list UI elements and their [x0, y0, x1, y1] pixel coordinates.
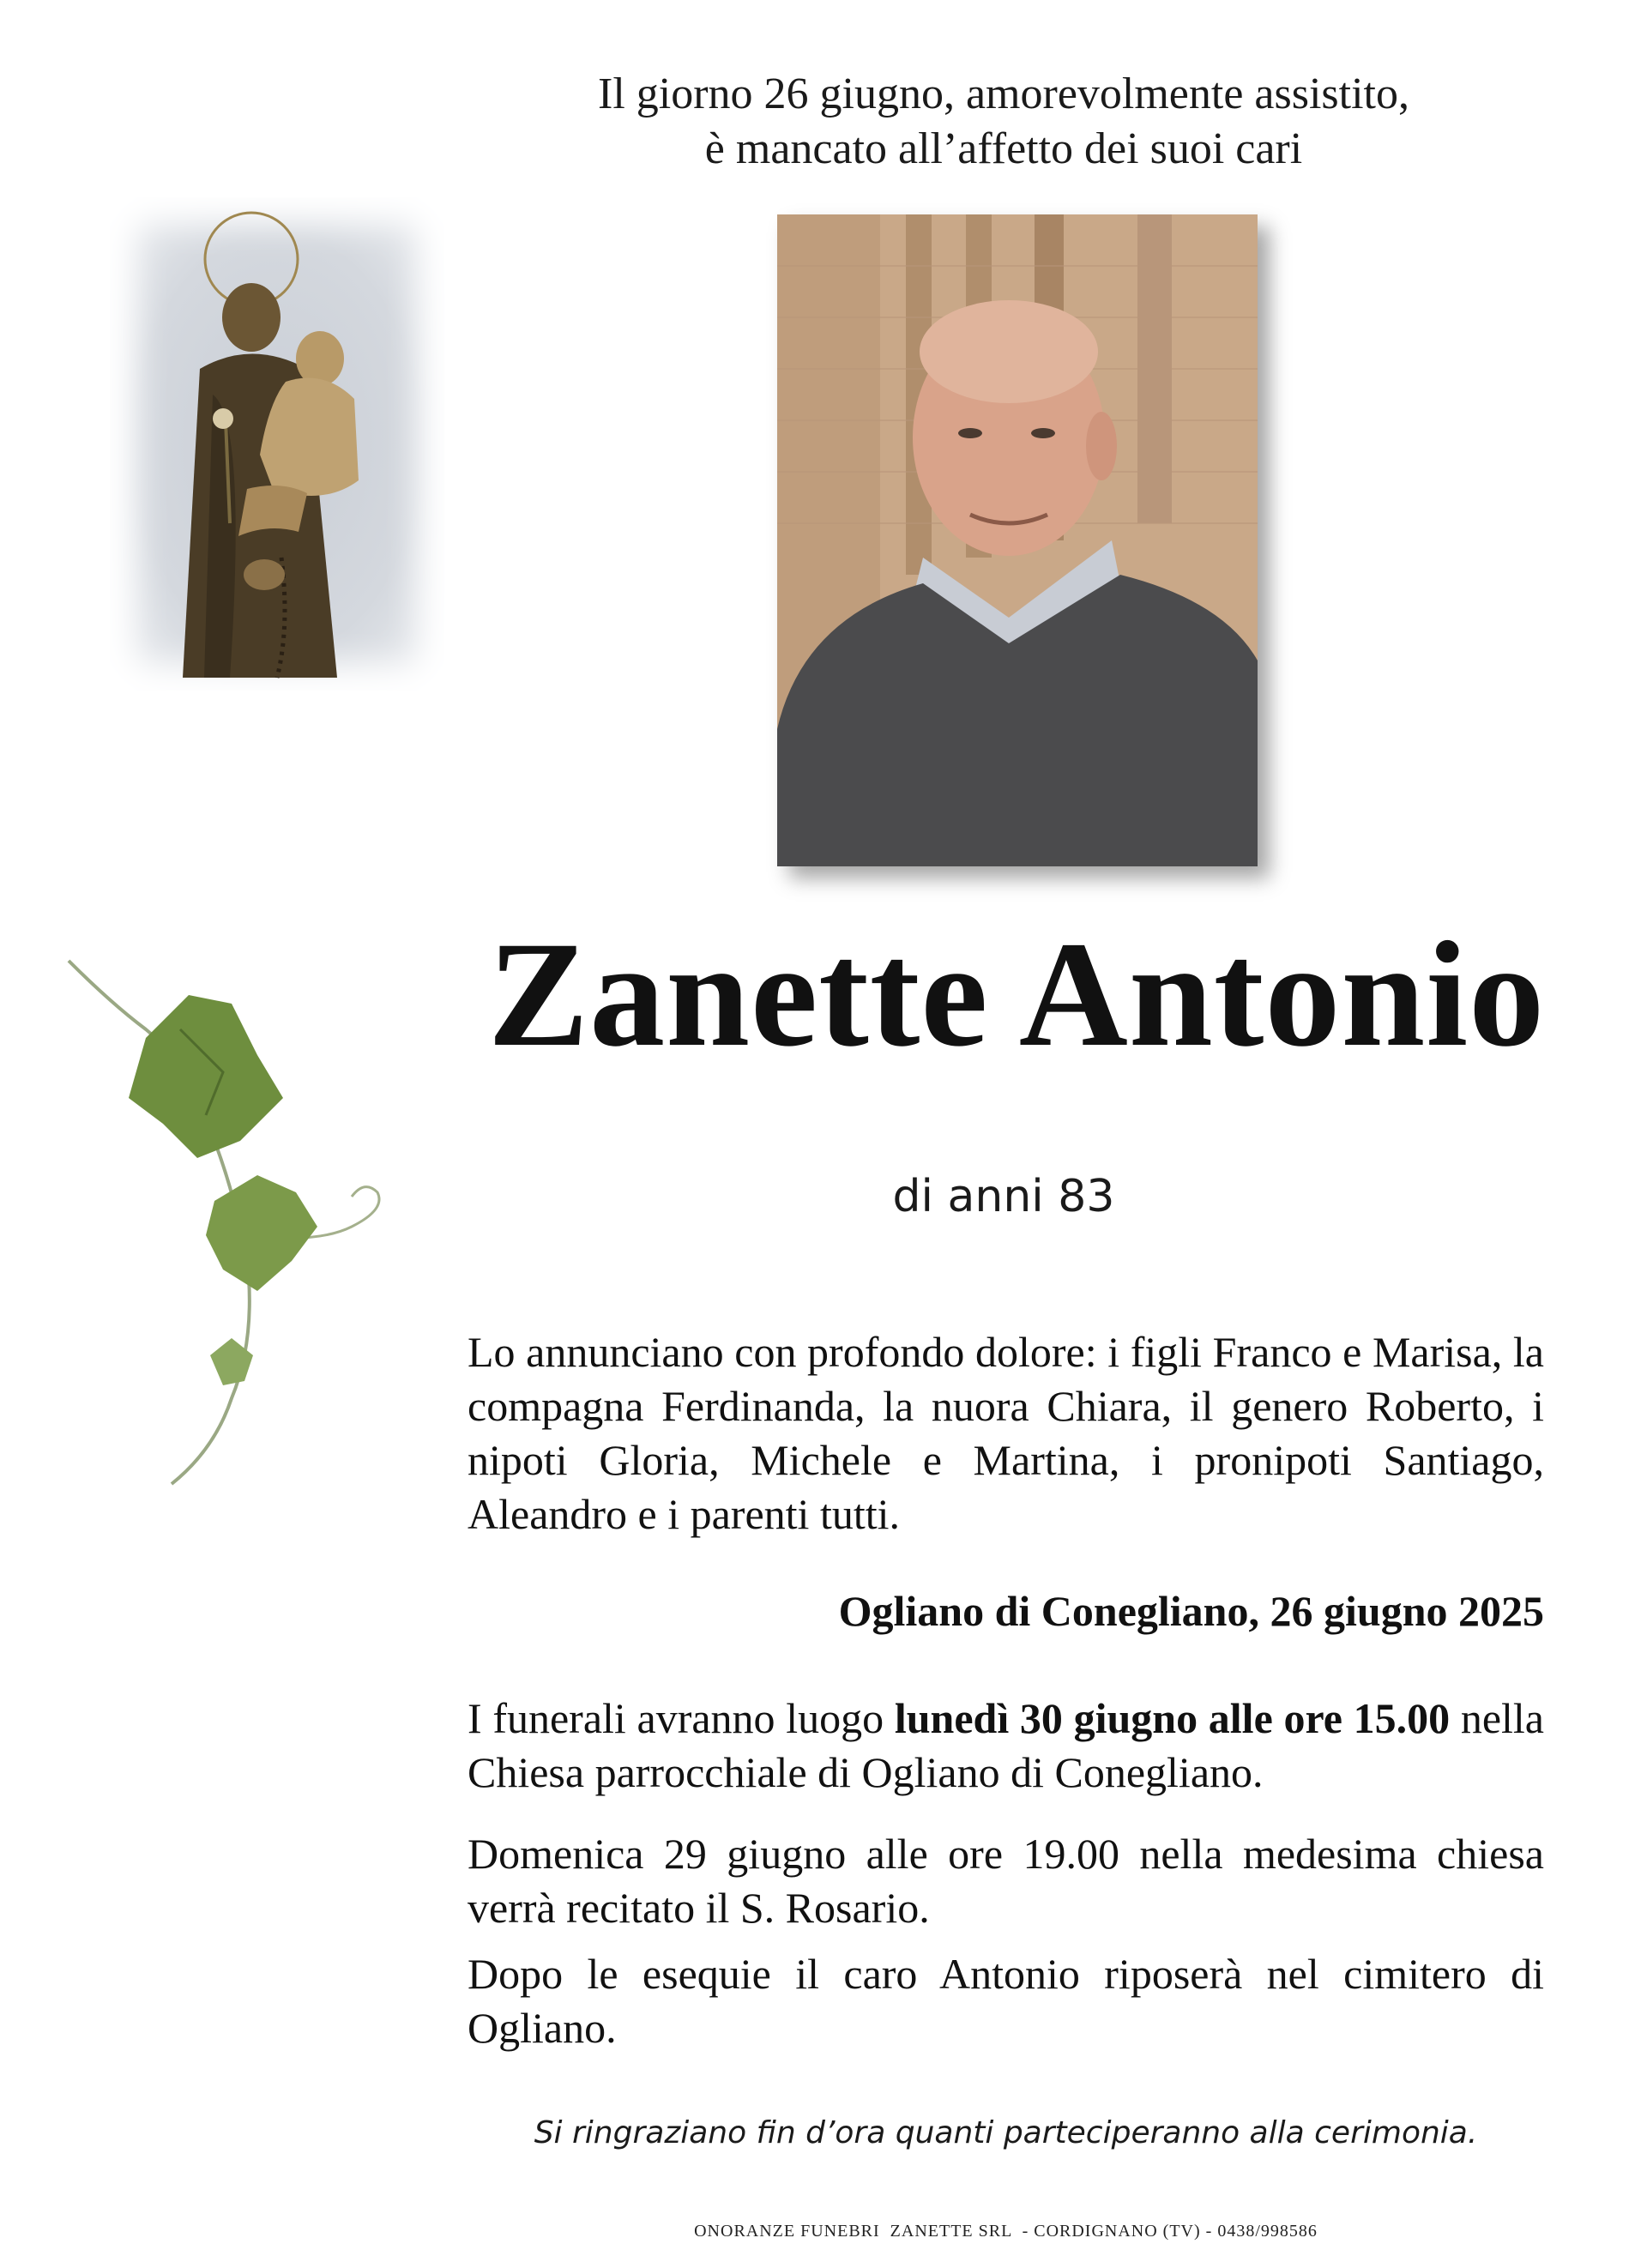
deceased-age: di anni 83 [892, 1171, 1115, 1222]
announcement-text: Lo annunciano con profondo dolore: i figli Franco e Marisa, la compagna Ferdinanda, la nuora Chiara, il genero Roberto, i nipoti Gloria, Michele e Martina, i pronipoti Santiago, Aleandro e i parenti tutti. [468, 1328, 1544, 1538]
rosary-info: Domenica 29 giugno alle ore 19.00 nella medesima chiesa verrà recitato il S. Rosario. [468, 1830, 1544, 1932]
funeral-info [468, 1692, 1544, 1800]
deceased-name: Zanette Antonio [487, 911, 1546, 1078]
funeral-where: nella Chiesa parrocchiale di Ogliano di Conegliano. [468, 1694, 1544, 1796]
saint-statue-image [110, 197, 444, 691]
saint-statue-illustration [110, 197, 444, 691]
vine-leaf-image [60, 952, 455, 1493]
funeral-home-footer: ONORANZE FUNEBRI ZANETTE SRL - CORDIGNANO (TV) - 0438/998586 [694, 2222, 1318, 2241]
vine-illustration [60, 952, 455, 1493]
funeral-when: lunedì 30 giugno alle ore 15.00 [894, 1694, 1451, 1742]
place-date: Ogliano di Conegliano, 26 giugno 2025 [838, 1587, 1544, 1635]
burial-info: Dopo le esequie il caro Antonio riposerà nel cimitero di Ogliano. [468, 1950, 1544, 2052]
intro-text [480, 67, 1527, 177]
portrait-photo [777, 214, 1258, 866]
thanks-note: Si ringraziano fin d’ora quanti parteciperanno alla cerimonia. [534, 2115, 1478, 2150]
intro-line-1: Il giorno 26 giugno, amorevolmente assistito, [598, 69, 1409, 118]
intro-line-2: è mancato all’affetto dei suoi cari [704, 124, 1303, 173]
funeral-intro: I funerali avranno luogo [468, 1694, 895, 1742]
portrait-illustration [777, 214, 1258, 866]
